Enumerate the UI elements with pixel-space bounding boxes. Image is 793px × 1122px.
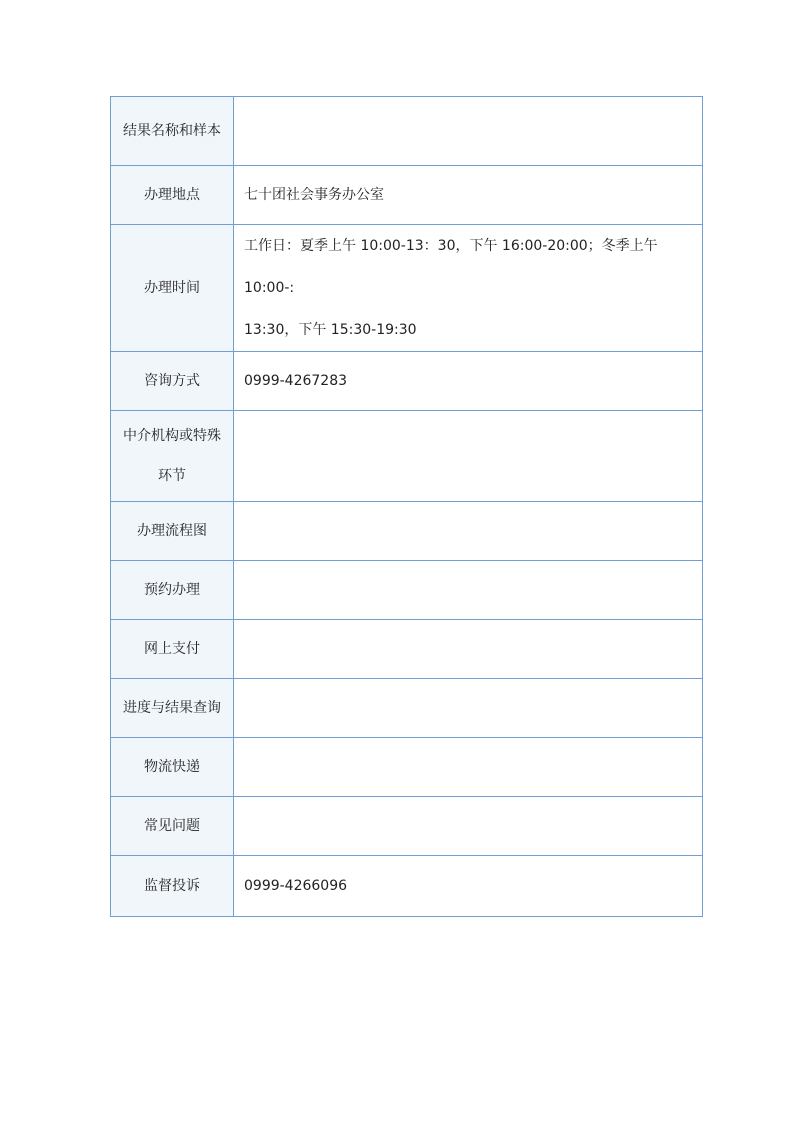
row-label-cell	[111, 561, 234, 620]
table-row	[111, 797, 703, 856]
row-label-cell	[111, 738, 234, 797]
row-value: 工作日：夏季上午 10:00-13：30，下午 16:00-20:00；冬季上午 10:00-: 13:30，下午 15:30-19:30	[244, 238, 658, 338]
row-label-cell	[111, 166, 234, 225]
row-value-cell	[234, 856, 703, 917]
table-row	[111, 738, 703, 797]
service-info-table	[110, 96, 703, 917]
row-label: 办理时间	[144, 280, 200, 296]
row-label-cell	[111, 502, 234, 561]
table-row	[111, 561, 703, 620]
row-label-cell	[111, 679, 234, 738]
row-label: 物流快递	[144, 759, 200, 775]
table-row	[111, 166, 703, 225]
row-value-cell	[234, 561, 703, 620]
row-value: 0999-4267283	[244, 373, 348, 389]
row-label: 进度与结果查询	[123, 700, 221, 716]
row-value: 0999-4266096	[244, 878, 348, 894]
row-label: 网上支付	[144, 641, 200, 657]
row-value-cell	[234, 225, 703, 352]
row-label: 监督投诉	[144, 878, 200, 894]
row-value-cell	[234, 797, 703, 856]
row-value-cell	[234, 166, 703, 225]
row-label-cell	[111, 225, 234, 352]
row-value-cell	[234, 620, 703, 679]
table-row	[111, 620, 703, 679]
table-row	[111, 679, 703, 738]
row-label: 预约办理	[144, 582, 200, 598]
row-label-cell	[111, 97, 234, 166]
row-label-cell	[111, 411, 234, 502]
row-value: 七十团社会事务办公室	[244, 187, 384, 203]
row-label-cell	[111, 620, 234, 679]
table-row	[111, 352, 703, 411]
row-label: 中介机构或特殊环节	[123, 428, 221, 484]
table-row	[111, 502, 703, 561]
row-label: 办理流程图	[137, 523, 207, 539]
row-label: 结果名称和样本	[123, 123, 221, 139]
row-label-cell	[111, 797, 234, 856]
row-label-cell	[111, 856, 234, 917]
row-label: 办理地点	[144, 187, 200, 203]
row-value-cell	[234, 738, 703, 797]
table-row	[111, 97, 703, 166]
row-value-cell	[234, 679, 703, 738]
row-value-cell	[234, 411, 703, 502]
row-label-cell	[111, 352, 234, 411]
table-row	[111, 856, 703, 917]
table-row	[111, 411, 703, 502]
row-value-cell	[234, 352, 703, 411]
row-label: 常见问题	[144, 818, 200, 834]
row-value-cell	[234, 97, 703, 166]
table-row	[111, 225, 703, 352]
row-value-cell	[234, 502, 703, 561]
row-label: 咨询方式	[144, 373, 200, 389]
